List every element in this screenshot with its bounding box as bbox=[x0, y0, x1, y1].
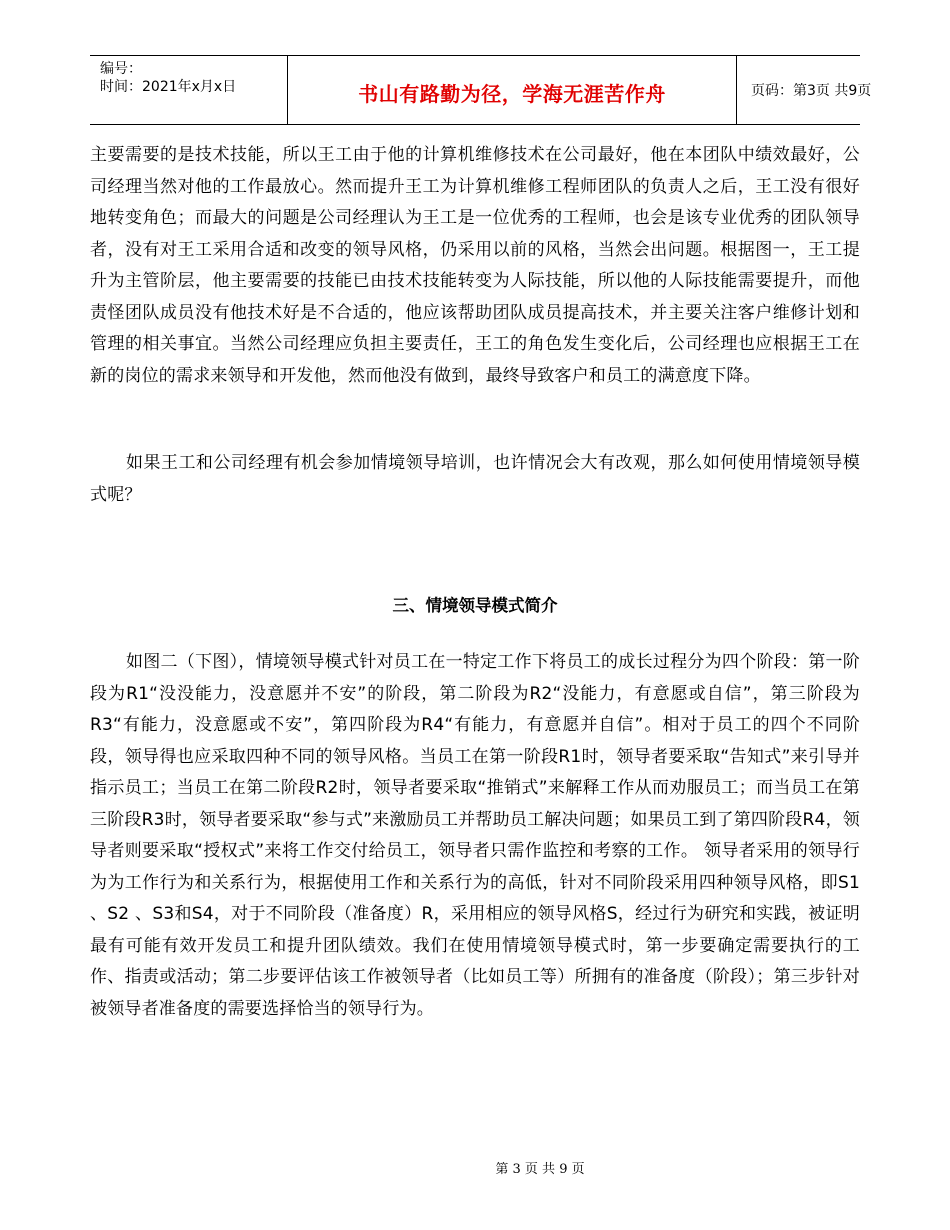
paragraph-3: 如图二（下图），情境领导模式针对员工在一特定工作下将员工的成长过程分为四个阶段：第一阶段为R1“没没能力，没意愿并不安”的阶段，第二阶段为R2“没能力，有意愿或自信”，第三阶段为R3“有能力，没意愿或不安”，第四阶段为R4“有能力，有意愿并自信”。相对于员工的四个不同阶段，领导得也应采取四种不同的领导风格。当员工在第一阶段R1时，领导者要采取“告知式”来引导并指示员工；当员工在第二阶段R2时，领导者要采取“推销式”来解释工作从而劝服员工；而当员工在第三阶段R3时，领导者要采取“参与式”来激励员工并帮助员工解决问题；如果员工到了第四阶段R4，领导者则要采取“授权式”来将工作交付给员工，领导者只需作监控和考察的工作。 领导者采用的领导行为为工作行为和关系行为，根据使用工作和关系行为的高低，针对不同阶段采用四种领导风格，即S1 、S2 、S3和S4，对于不同阶段（准备度）R，采用相应的领导风格S，经过行为研究和实践，被证明最有可能有效开发员工和提升团队绩效。我们在使用情境领导模式时，第一步要确定需要执行的工作、指责或活动；第二步要评估该工作被领导者（比如员工等）所拥有的准备度（阶段）；第三步针对被领导者准备度的需要选择恰当的领导行为。 bbox=[90, 652, 860, 1019]
header-page-cell bbox=[737, 56, 872, 124]
paragraph-1: 主要需要的是技术技能，所以王工由于他的计算机维修技术在公司最好，他在本团队中绩效最好，公司经理当然对他的工作最放心。然而提升王工为计算机维修工程师团队的负责人之后，王工没有很好地转变角色；而最大的问题是公司经理认为王工是一位优秀的工程师，也会是该专业优秀的团队领导者，没有对王工采用合适和改变的领导风格，仍采用以前的风格，当然会出问题。根据图一，王工提升为主管阶层，他主要需要的技能已由技术技能转变为人际技能，所以他的人际技能需要提升，而他责怪团队成员没有他技术好是不合适的，他应该帮助团队成员提高技术，并主要关注客户维修计划和管理的相关事宜。当然公司经理应负担主要责任，王工的角色发生变化后，公司经理也应根据王工在新的岗位的需求来领导和开发他，然而他没有做到，最终导致客户和员工的满意度下降。 bbox=[90, 145, 860, 386]
paragraph-2: 如果王工和公司经理有机会参加情境领导培训，也许情况会大有改观，那么如何使用情境领导模式呢？ bbox=[90, 453, 860, 505]
footer-page-number: 第 3 页 共 9 页 bbox=[495, 1162, 585, 1177]
header-number-label: 编号： bbox=[100, 61, 142, 77]
header-motto: 书山有路勤为径，学海无涯苦作舟 bbox=[358, 82, 666, 106]
header-time-label: 时间：2021年x月x日 bbox=[100, 79, 237, 95]
page-footer bbox=[0, 1158, 950, 1177]
header-page-label: 页码：第3页 共9页 bbox=[751, 83, 872, 99]
section-title: 三、情境领导模式简介 bbox=[392, 596, 558, 615]
header-meta bbox=[90, 56, 287, 124]
page-header bbox=[90, 55, 872, 125]
header-motto-cell bbox=[287, 56, 737, 124]
